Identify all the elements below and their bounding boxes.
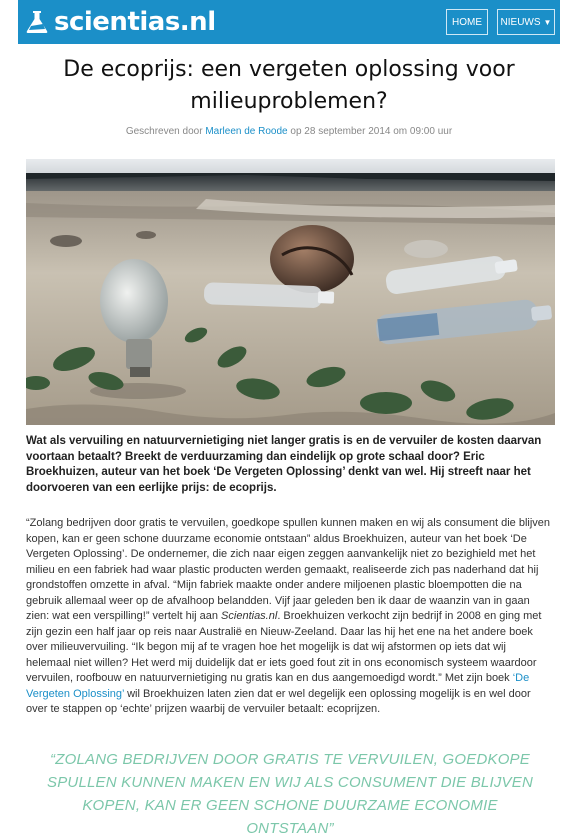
nav-home-label: HOME	[452, 17, 482, 28]
caret-down-icon: ▼	[543, 18, 552, 27]
site-name: scientias.nl	[54, 7, 216, 37]
byline-prefix: Geschreven door	[125, 126, 206, 137]
body-source-name: Scientias.nl	[221, 610, 278, 622]
body-text-2: . Broekhuizen verkocht zijn bedrijf in 2008 en ging met zijn gezin een half jaar op reis naar Australië en Nieuw-Zeeland. Daar las hij het ene na het andere boek over milieuvervuiling. “Ik begon mij af te vragen hoe het mogelijk is dat wij afstormen op iets dat wij helemaal niet willen? Het werd mij duidelijk dat er iets goed fout zit in ons economisch systeem waardoor vervuilen, roofbouw en natuurvernietiging nu gratis kan en dus aangemoedigd wordt.” Met zijn boek	[26, 610, 542, 684]
site-logo[interactable]	[26, 6, 216, 38]
nav-news-dropdown[interactable]	[497, 9, 555, 35]
article-title: De ecoprijs: een vergeten oplossing voor milieuproblemen?	[63, 57, 515, 114]
article-body	[26, 516, 553, 718]
nav-home-button[interactable]	[446, 9, 488, 35]
article-intro: Wat als vervuiling en natuurvernietiging niet langer gratis is en de vervuiler de kosten daarvan voortaan betaalt? Breekt de verduurzaming dan eindelijk op grote schaal door? Eric Broekhuizen, auteur van het boek ‘De Vergeten Oplossing’ denkt van wel. Hij streeft naar het doorvoeren van een eerlijke prijs: de ecoprijs.	[26, 435, 542, 494]
nav-news-label: NIEUWS	[500, 17, 541, 28]
article-hero-image	[26, 159, 555, 425]
pull-quote: “ZOLANG BEDRIJVEN DOOR GRATIS TE VERVUILEN, GOEDKOPE SPULLEN KUNNEN MAKEN EN WIJ ALS CONSUMENT DIE BLIJVEN KOPEN, KAN ER GEEN SCHONE DUURZAME ECONOMIE ONTSTAAN”	[47, 751, 533, 837]
book-link[interactable]: ‘De Vergeten Oplossing’	[26, 672, 530, 700]
scientias-flask-logo-icon	[26, 10, 48, 34]
top-navbar	[18, 0, 560, 44]
beach-litter-photo	[26, 159, 555, 425]
body-text-1: “Zolang bedrijven door gratis te vervuilen, goedkope spullen kunnen maken en wij als consument die blijven kopen, kan er geen schone duurzame economie ontstaan” aldus Broekhuizen, auteur van het boek ‘De Vergeten Oplossing’. De ondernemer, die zich naar eigen zeggen aanvankelijk niet zo bezighield met het milieu en een fabriek had waar plastic producten werden gemaakt, realiseerde zich pas naderhand dat hij grondstoffen omzette in afval. “Mijn fabriek maakte onder andere miljoenen plastic bloempotten die na gebruik allemaal weer op de afvalhoop belandden. Vijf jaar geleden ben ik daar de waanzin van in gaan zien: wat een verspilling!” vertelt hij aan	[26, 517, 551, 622]
author-link[interactable]: Marleen de Roode	[205, 126, 288, 137]
body-text-3: wil Broekhuizen laten zien dat er wel degelijk een oplossing mogelijk is en wel door over te stappen op ‘echte’ prijzen waarbij de vervuiler betaalt: ecoprijzen.	[26, 687, 531, 715]
article-byline	[18, 126, 560, 137]
byline-date: op 28 september 2014 om 09:00 uur	[287, 126, 453, 137]
